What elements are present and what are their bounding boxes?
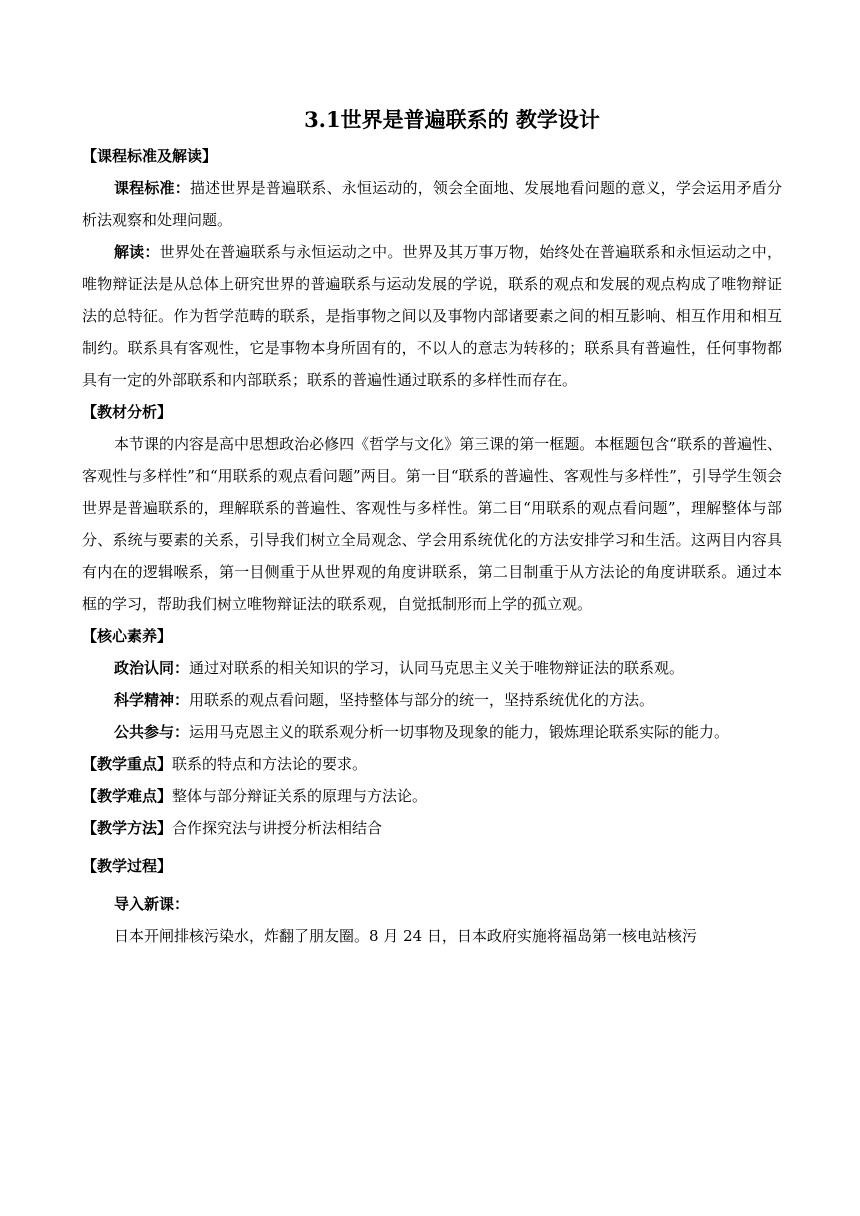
method-text: 合作探究法与讲授分析法相结合	[172, 819, 383, 837]
section-heading-literacy: 【核心素养】	[82, 627, 173, 645]
section-heading-key-point: 【教学重点】	[82, 755, 173, 773]
document-title: 3.1世界是普遍联系的 教学设计	[304, 107, 600, 132]
standard-text: 描述世界是普遍联系、永恒运动的，领会全面地、发展地看问题的意义，学会运用矛盾分析法观察和处理问题。	[82, 179, 782, 229]
interpretation-paragraph	[82, 236, 782, 396]
literacy-text: 运用马克恩主义的联系观分析一切事物及现象的能力，锻炼理论联系实际的能力。	[189, 723, 730, 741]
difficulty-text: 整体与部分辩证关系的原理与方法论。	[172, 787, 428, 805]
literacy-lead: 科学精神：	[114, 691, 190, 709]
intro-lead: 导入新课：	[114, 895, 190, 913]
standard-lead: 课程标准：	[114, 179, 190, 197]
key-point-text: 联系的特点和方法论的要求。	[172, 755, 368, 773]
intro-lead-line	[82, 888, 782, 920]
section-heading-process: 【教学过程】	[82, 857, 173, 875]
section-heading-analysis: 【教材分析】	[82, 403, 173, 421]
analysis-paragraph: 本节课的内容是高中思想政治必修四《哲学与文化》第三课的第一框题。本框题包含“联系的普遍性、客观性与多样性”和“用联系的观点看问题”两目。第一目“联系的普遍性、客观性与多样性”，引导学生领会世界是普遍联系的，理解联系的普遍性、客观性与多样性。第二目“用联系的观点看问题”，理解整体与部分、系统与要素的关系，引导我们树立全局观念、学会用系统优化的方法安排学习和生活。这两目内容具有内在的逻辑喉系，第一目侧重于从世界观的角度讲联系，第二目制重于从方法论的角度讲联系。通过本框的学习，帮助我们树立唯物辩证法的联系观，自觉抵制形而上学的孤立观。	[82, 435, 782, 613]
literacy-item-political	[82, 652, 782, 684]
standard-paragraph	[82, 172, 782, 236]
intro-paragraph: 日本开闸排核污染水，炸翻了朋友圈。8 月 24 日，日本政府实施将福岛第一核电站核污	[114, 927, 697, 945]
literacy-item-science	[82, 684, 782, 716]
section-heading-method: 【教学方法】	[82, 819, 173, 837]
difficulty-line	[82, 780, 782, 812]
document-page	[82, 100, 782, 952]
interpretation-lead: 解读：	[114, 243, 160, 261]
literacy-text: 用联系的观点看问题，坚持整体与部分的统一，坚持系统优化的方法。	[189, 691, 655, 709]
literacy-text: 通过对联系的相关知识的学习，认同马克思主义关于唯物辩证法的联系观。	[189, 659, 685, 677]
method-line	[82, 812, 782, 844]
literacy-lead: 政治认同：	[114, 659, 190, 677]
section-heading-difficulty: 【教学难点】	[82, 787, 173, 805]
section-heading-standard: 【课程标准及解读】	[82, 147, 218, 165]
literacy-item-public	[82, 716, 782, 748]
literacy-lead: 公共参与：	[114, 723, 190, 741]
interpretation-text: 世界处在普遍联系与永恒运动之中。世界及其万事万物，始终处在普遍联系和永恒运动之中，唯物辩证法是从总体上研究世界的普遍联系与运动发展的学说，联系的观点和发展的观点构成了唯物辩证法的总特征。作为哲学范畴的联系，是指事物之间以及事物内部诸要素之间的相互影响、相互作用和相互制约。联系具有客观性，它是事物本身所固有的，不以人的意志为转移的；联系具有普遍性，任何事物都具有一定的外部联系和内部联系；联系的普遍性通过联系的多样性而存在。	[82, 243, 782, 389]
key-point-line	[82, 748, 782, 780]
